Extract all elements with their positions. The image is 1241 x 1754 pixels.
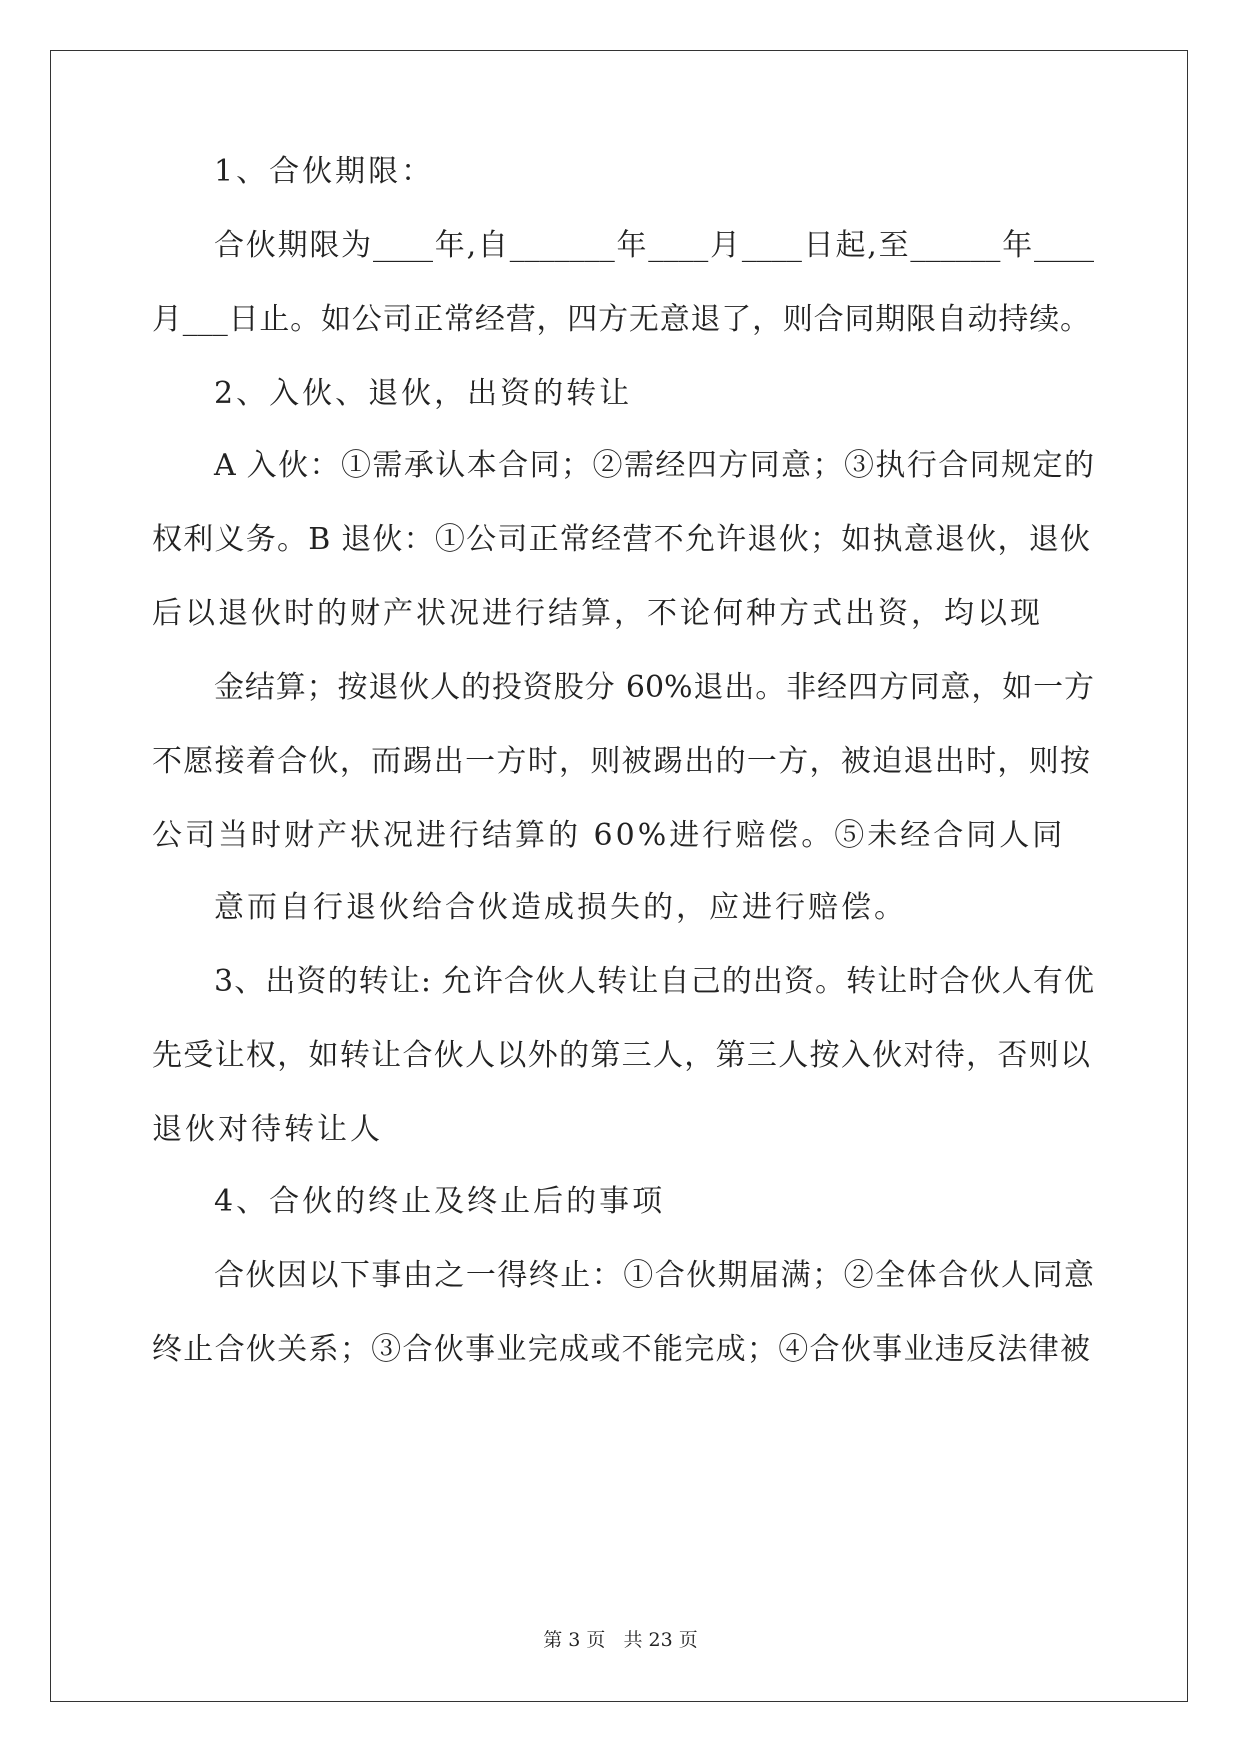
page-number-current: 第 3 页 bbox=[543, 1629, 606, 1651]
paragraph-line: 公司当时财产状况进行结算的 60%进行赔偿。⑤未经合同人同 bbox=[152, 818, 1066, 853]
page-footer bbox=[0, 1628, 1241, 1652]
heading-transfer: 3、出资的转让: 允许合伙人转让自己的出资。转让时合伙人有优 bbox=[214, 964, 1094, 999]
paragraph-line: 意而自行退伙给合伙造成损失的，应进行赔偿。 bbox=[214, 890, 907, 925]
paragraph-line: A 入伙：①需承认本合同；②需经四方同意；③执行合同规定的 bbox=[214, 448, 1094, 483]
heading-partnership-term: 1、合伙期限： bbox=[214, 154, 435, 189]
paragraph-line: 月___日止。如公司正常经营，四方无意退了，则合同期限自动持续。 bbox=[152, 302, 1090, 337]
paragraph-line: 金结算；按退伙人的投资股分 60%退出。非经四方同意，如一方 bbox=[214, 670, 1094, 705]
paragraph-line: 终止合伙关系；③合伙事业完成或不能完成；④合伙事业违反法律被 bbox=[152, 1332, 1090, 1367]
paragraph-line: 退伙对待转让人 bbox=[152, 1112, 383, 1147]
heading-join-withdraw: 2、入伙、退伙，出资的转让 bbox=[214, 376, 633, 411]
paragraph-line: 合伙因以下事由之一得终止：①合伙期届满；②全体合伙人同意 bbox=[214, 1258, 1094, 1293]
paragraph-line: 权利义务。B 退伙：①公司正常经营不允许退伙；如执意退伙，退伙 bbox=[152, 522, 1090, 557]
page-border bbox=[50, 50, 1188, 1702]
paragraph-line: 不愿接着合伙，而踢出一方时，则被踢出的一方，被迫退出时，则按 bbox=[152, 744, 1090, 779]
heading-termination: 4、合伙的终止及终止后的事项 bbox=[214, 1184, 666, 1219]
page-number-total: 共 23 页 bbox=[623, 1629, 698, 1651]
paragraph-line: 合伙期限为____年,自_______年____月____日起,至______年____ bbox=[214, 228, 1094, 263]
paragraph-line: 后以退伙时的财产状况进行结算，不论何种方式出资，均以现 bbox=[152, 596, 1043, 631]
paragraph-line: 先受让权，如转让合伙人以外的第三人，第三人按入伙对待，否则以 bbox=[152, 1038, 1090, 1073]
